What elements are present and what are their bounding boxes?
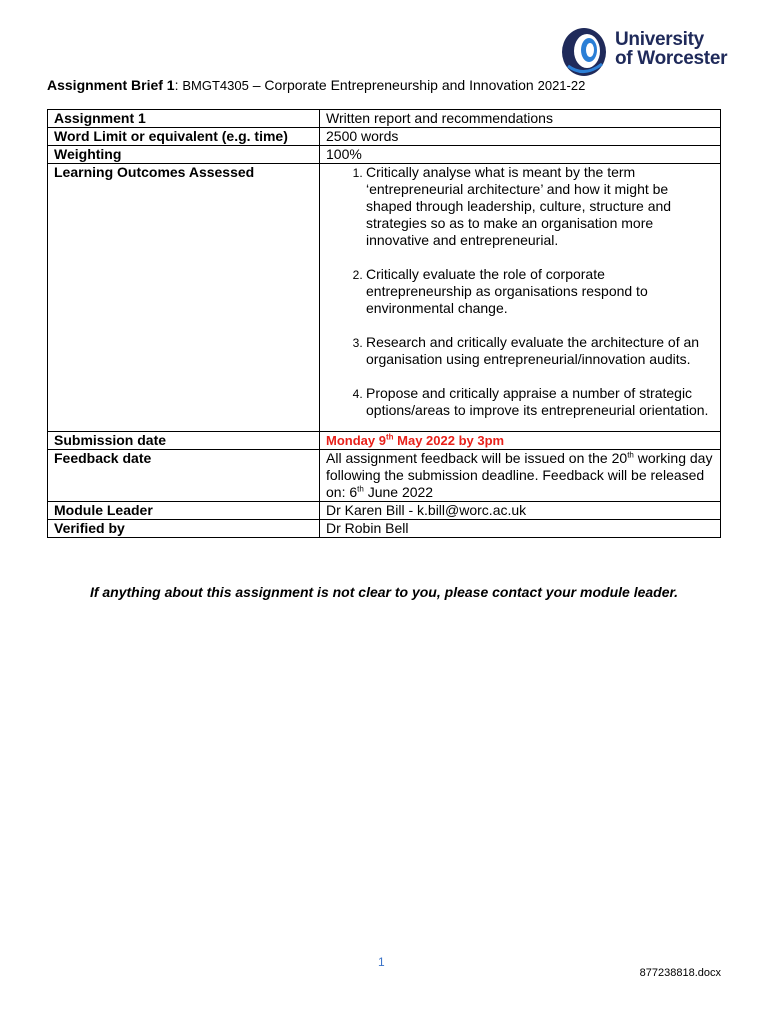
list-item: 3. Research and critically evaluate the architecture of an organisation using entrepreneurial/innovation audits. <box>366 334 714 368</box>
university-logo <box>558 26 728 78</box>
feedback-mid: working day following the submission deadline. Feedback will be released on: 6 <box>326 450 713 500</box>
logo-line-1: University <box>615 29 704 50</box>
learning-outcomes-list <box>320 164 720 431</box>
module-leader-label: Module Leader <box>48 502 320 520</box>
document-filename: 877238818.docx <box>639 967 721 979</box>
submission-date-post: May 2022 by 3pm <box>393 433 505 448</box>
assignment-brief-title <box>47 76 585 95</box>
table-row <box>48 450 721 502</box>
list-item: 4. Propose and critically appraise a number of strategic options/areas to improve its entrepreneurial orientation. <box>366 385 714 419</box>
assignment-label: Assignment 1 <box>48 110 320 128</box>
table-row <box>48 520 721 538</box>
module-leader-value: Dr Karen Bill - k.bill@worc.ac.uk <box>320 502 721 520</box>
table-row <box>48 164 721 432</box>
table-row <box>48 110 721 128</box>
academic-year: 2021-22 <box>537 78 586 93</box>
page-number: 1 <box>378 955 385 969</box>
weighting-label: Weighting <box>48 146 320 164</box>
feedback-sup2: th <box>357 484 364 494</box>
list-item: 2. Critically evaluate the role of corporate entrepreneurship as organisations respond to environmental change. <box>366 266 714 317</box>
brief-label: Assignment Brief 1 <box>47 77 175 93</box>
verified-by-value: Dr Robin Bell <box>320 520 721 538</box>
verified-by-label: Verified by <box>48 520 320 538</box>
submission-date-value <box>320 432 721 450</box>
table-row <box>48 502 721 520</box>
submission-date-sup: th <box>385 432 394 442</box>
word-limit-value: 2500 words <box>320 128 721 146</box>
brief-separator: : <box>174 77 183 93</box>
word-limit-label: Word Limit or equivalent (e.g. time) <box>48 128 320 146</box>
table-row <box>48 432 721 450</box>
feedback-date-value <box>320 450 721 502</box>
university-name <box>615 30 727 68</box>
module-title: – Corporate Entrepreneurship and Innovation <box>248 77 538 93</box>
university-crest-icon <box>558 26 610 78</box>
submission-date-pre: Monday 9 <box>326 433 386 448</box>
table-row <box>48 146 721 164</box>
feedback-post: June 2022 <box>363 484 434 500</box>
table-row <box>48 128 721 146</box>
feedback-pre: All assignment feedback will be issued on the 20 <box>326 450 628 466</box>
weighting-value: 100% <box>320 146 721 164</box>
list-item: 1. Critically analyse what is meant by the term ‘entrepreneurial architecture’ and how it might be shaped through leadership, culture, structure and strategies so as to make an organisation more innovative and entrepreneurial. <box>366 164 714 249</box>
feedback-sup: th <box>627 450 634 460</box>
assignment-details-table <box>47 109 721 538</box>
learning-outcomes-cell <box>320 164 721 432</box>
module-code: BMGT4305 <box>182 78 249 93</box>
learning-outcomes-label: Learning Outcomes Assessed <box>48 164 320 432</box>
assignment-value: Written report and recommendations <box>320 110 721 128</box>
submission-date-label: Submission date <box>48 432 320 450</box>
contact-note: If anything about this assignment is not clear to you, please contact your module leader. <box>89 584 679 600</box>
logo-line-2: of Worcester <box>615 48 728 69</box>
feedback-date-label: Feedback date <box>48 450 320 502</box>
